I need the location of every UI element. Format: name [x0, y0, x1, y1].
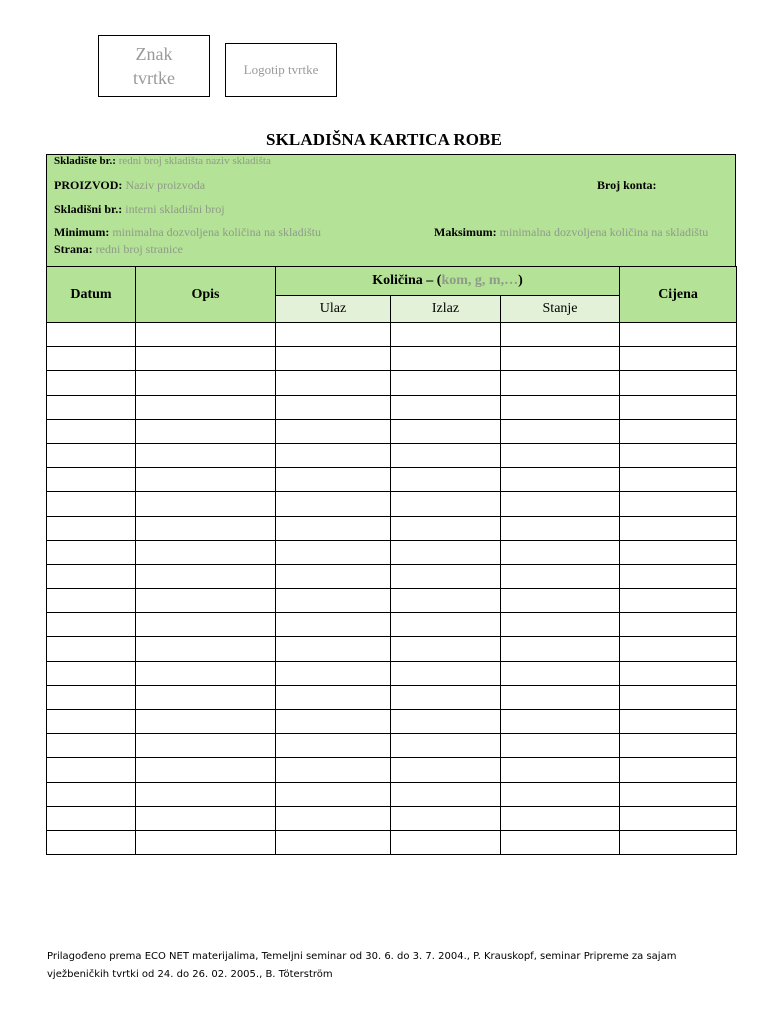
column-header-kolicina — [276, 267, 620, 296]
kolicina-unit: kom, g, m,… — [441, 273, 519, 288]
cell-stanje[interactable] — [501, 468, 620, 492]
cell-stanje[interactable] — [501, 734, 620, 758]
cell-opis[interactable] — [136, 806, 276, 830]
cell-ulaz[interactable] — [276, 443, 391, 467]
cell-izlaz[interactable] — [391, 371, 501, 395]
column-header-ulaz: Ulaz — [276, 296, 391, 323]
table-row — [47, 734, 737, 758]
strana-value[interactable]: redni broj stranice — [92, 242, 183, 256]
document-title: SKLADIŠNA KARTICA ROBE — [266, 130, 502, 149]
cell-datum[interactable] — [47, 782, 136, 806]
strana-label: Strana: — [54, 242, 93, 256]
cell-datum[interactable] — [47, 395, 136, 419]
cell-stanje[interactable] — [501, 830, 620, 854]
cell-cijena[interactable] — [620, 564, 737, 588]
cell-cijena[interactable] — [620, 613, 737, 637]
cell-datum[interactable] — [47, 661, 136, 685]
company-sign-text: Znak tvrtke — [133, 44, 175, 88]
column-header-datum: Datum — [47, 267, 136, 323]
cell-izlaz[interactable] — [391, 685, 501, 709]
cell-cijena[interactable] — [620, 371, 737, 395]
maksimum-value[interactable]: minimalna dozvoljena količina na skladištu — [496, 225, 709, 239]
cell-cijena[interactable] — [620, 734, 737, 758]
cell-stanje[interactable] — [501, 589, 620, 613]
cell-opis[interactable] — [136, 323, 276, 347]
cell-cijena[interactable] — [620, 830, 737, 854]
table-row — [47, 710, 737, 734]
cell-ulaz[interactable] — [276, 734, 391, 758]
cell-ulaz[interactable] — [276, 371, 391, 395]
cell-izlaz[interactable] — [391, 637, 501, 661]
cell-izlaz[interactable] — [391, 516, 501, 540]
inventory-table — [46, 266, 737, 855]
table-row — [47, 468, 737, 492]
cell-opis[interactable] — [136, 419, 276, 443]
cell-opis[interactable] — [136, 589, 276, 613]
cell-opis[interactable] — [136, 492, 276, 516]
table-row — [47, 637, 737, 661]
cell-datum[interactable] — [47, 323, 136, 347]
company-logo-placeholder — [225, 43, 337, 97]
column-header-izlaz: Izlaz — [391, 296, 501, 323]
cell-izlaz[interactable] — [391, 758, 501, 782]
cell-cijena[interactable] — [620, 589, 737, 613]
cell-cijena[interactable] — [620, 806, 737, 830]
table-row — [47, 613, 737, 637]
info-skladisni — [54, 202, 225, 217]
cell-ulaz[interactable] — [276, 516, 391, 540]
cell-datum[interactable] — [47, 347, 136, 371]
cell-cijena[interactable] — [620, 419, 737, 443]
cell-stanje[interactable] — [501, 443, 620, 467]
cell-datum[interactable] — [47, 806, 136, 830]
cell-ulaz[interactable] — [276, 782, 391, 806]
cell-ulaz[interactable] — [276, 492, 391, 516]
cell-ulaz[interactable] — [276, 468, 391, 492]
table-row — [47, 830, 737, 854]
cell-opis[interactable] — [136, 637, 276, 661]
cell-ulaz[interactable] — [276, 758, 391, 782]
table-row — [47, 347, 737, 371]
cell-ulaz[interactable] — [276, 589, 391, 613]
cell-datum[interactable] — [47, 710, 136, 734]
cell-stanje[interactable] — [501, 323, 620, 347]
cell-izlaz[interactable] — [391, 492, 501, 516]
cell-cijena[interactable] — [620, 516, 737, 540]
skladiste-value[interactable]: redni broj skladišta naziv skladišta — [115, 155, 271, 167]
cell-stanje[interactable] — [501, 758, 620, 782]
cell-izlaz[interactable] — [391, 661, 501, 685]
cell-datum[interactable] — [47, 758, 136, 782]
cell-stanje[interactable] — [501, 782, 620, 806]
cell-cijena[interactable] — [620, 443, 737, 467]
cell-stanje[interactable] — [501, 613, 620, 637]
cell-cijena[interactable] — [620, 347, 737, 371]
cell-stanje[interactable] — [501, 710, 620, 734]
cell-opis[interactable] — [136, 468, 276, 492]
cell-stanje[interactable] — [501, 564, 620, 588]
cell-izlaz[interactable] — [391, 564, 501, 588]
cell-stanje[interactable] — [501, 685, 620, 709]
cell-ulaz[interactable] — [276, 830, 391, 854]
cell-datum[interactable] — [47, 540, 136, 564]
cell-izlaz[interactable] — [391, 443, 501, 467]
table-row — [47, 806, 737, 830]
cell-izlaz[interactable] — [391, 613, 501, 637]
column-header-stanje: Stanje — [501, 296, 620, 323]
cell-stanje[interactable] — [501, 661, 620, 685]
cell-cijena[interactable] — [620, 710, 737, 734]
cell-stanje[interactable] — [501, 806, 620, 830]
table-row — [47, 516, 737, 540]
cell-ulaz[interactable] — [276, 661, 391, 685]
company-logo-text: Logotip tvrtke — [243, 62, 319, 77]
table-row — [47, 540, 737, 564]
cell-ulaz[interactable] — [276, 564, 391, 588]
cell-izlaz[interactable] — [391, 347, 501, 371]
cell-opis[interactable] — [136, 734, 276, 758]
maksimum-label: Maksimum: — [434, 225, 497, 239]
cell-izlaz[interactable] — [391, 468, 501, 492]
cell-stanje[interactable] — [501, 492, 620, 516]
table-row — [47, 371, 737, 395]
table-row — [47, 564, 737, 588]
info-skladiste — [54, 155, 271, 167]
column-header-opis: Opis — [136, 267, 276, 323]
minimum-value[interactable]: minimalna dozvoljena količina na skladištu — [109, 225, 321, 239]
column-header-cijena: Cijena — [620, 267, 737, 323]
cell-opis[interactable] — [136, 347, 276, 371]
cell-stanje[interactable] — [501, 347, 620, 371]
cell-izlaz[interactable] — [391, 419, 501, 443]
cell-ulaz[interactable] — [276, 540, 391, 564]
cell-datum[interactable] — [47, 564, 136, 588]
cell-datum[interactable] — [47, 419, 136, 443]
skladisni-value[interactable]: interni skladišni broj — [122, 202, 225, 216]
footer-line-2: vježbeničkih tvrtki od 24. do 26. 02. 2005., B. Töterström — [47, 969, 333, 980]
cell-izlaz[interactable] — [391, 830, 501, 854]
info-maksimum — [434, 225, 708, 240]
info-proizvod — [54, 178, 205, 193]
cell-opis[interactable] — [136, 540, 276, 564]
skladiste-label: Skladište br.: — [54, 155, 116, 167]
cell-opis[interactable] — [136, 830, 276, 854]
cell-ulaz[interactable] — [276, 347, 391, 371]
table-row — [47, 395, 737, 419]
cell-izlaz[interactable] — [391, 734, 501, 758]
cell-stanje[interactable] — [501, 419, 620, 443]
cell-cijena[interactable] — [620, 323, 737, 347]
cell-opis[interactable] — [136, 395, 276, 419]
table-row — [47, 661, 737, 685]
cell-stanje[interactable] — [501, 395, 620, 419]
cell-izlaz[interactable] — [391, 589, 501, 613]
cell-izlaz[interactable] — [391, 323, 501, 347]
cell-opis[interactable] — [136, 371, 276, 395]
proizvod-value[interactable]: Naziv proizvoda — [122, 178, 206, 192]
cell-datum[interactable] — [47, 685, 136, 709]
cell-ulaz[interactable] — [276, 323, 391, 347]
cell-cijena[interactable] — [620, 395, 737, 419]
table-row — [47, 419, 737, 443]
cell-ulaz[interactable] — [276, 419, 391, 443]
cell-izlaz[interactable] — [391, 782, 501, 806]
footer-line-1: Prilagođeno prema ECO NET materijalima, Temeljni seminar od 30. 6. do 3. 7. 2004., P. Krauskopf, seminar Pripreme za sajam — [47, 951, 677, 962]
kolicina-label: Količina – ( — [372, 273, 442, 288]
cell-ulaz[interactable] — [276, 613, 391, 637]
cell-opis[interactable] — [136, 443, 276, 467]
cell-stanje[interactable] — [501, 371, 620, 395]
info-strana — [54, 242, 183, 257]
cell-opis[interactable] — [136, 564, 276, 588]
cell-izlaz[interactable] — [391, 710, 501, 734]
cell-izlaz[interactable] — [391, 540, 501, 564]
cell-datum[interactable] — [47, 443, 136, 467]
cell-stanje[interactable] — [501, 540, 620, 564]
cell-stanje[interactable] — [501, 637, 620, 661]
cell-ulaz[interactable] — [276, 710, 391, 734]
cell-ulaz[interactable] — [276, 637, 391, 661]
cell-cijena[interactable] — [620, 661, 737, 685]
minimum-label: Minimum: — [54, 225, 110, 239]
table-row — [47, 758, 737, 782]
cell-cijena[interactable] — [620, 637, 737, 661]
info-broj-konta — [597, 178, 656, 193]
skladisni-label: Skladišni br.: — [54, 202, 123, 216]
company-sign-placeholder — [98, 35, 210, 97]
cell-opis[interactable] — [136, 685, 276, 709]
cell-cijena[interactable] — [620, 492, 737, 516]
table-row — [47, 492, 737, 516]
cell-cijena[interactable] — [620, 782, 737, 806]
cell-cijena[interactable] — [620, 685, 737, 709]
cell-datum[interactable] — [47, 830, 136, 854]
cell-opis[interactable] — [136, 661, 276, 685]
cell-datum[interactable] — [47, 371, 136, 395]
table-row — [47, 589, 737, 613]
cell-datum[interactable] — [47, 468, 136, 492]
table-row — [47, 782, 737, 806]
cell-datum[interactable] — [47, 613, 136, 637]
cell-opis[interactable] — [136, 613, 276, 637]
cell-stanje[interactable] — [501, 516, 620, 540]
cell-cijena[interactable] — [620, 468, 737, 492]
cell-ulaz[interactable] — [276, 685, 391, 709]
cell-opis[interactable] — [136, 758, 276, 782]
cell-datum[interactable] — [47, 734, 136, 758]
cell-ulaz[interactable] — [276, 806, 391, 830]
cell-datum[interactable] — [47, 637, 136, 661]
cell-ulaz[interactable] — [276, 395, 391, 419]
cell-datum[interactable] — [47, 516, 136, 540]
table-row — [47, 685, 737, 709]
kolicina-close: ) — [518, 273, 523, 288]
info-panel — [46, 154, 736, 267]
cell-cijena[interactable] — [620, 758, 737, 782]
cell-opis[interactable] — [136, 710, 276, 734]
cell-datum[interactable] — [47, 589, 136, 613]
cell-izlaz[interactable] — [391, 395, 501, 419]
footer-note — [47, 948, 737, 984]
cell-opis[interactable] — [136, 782, 276, 806]
table-row — [47, 323, 737, 347]
broj-konta-label: Broj konta: — [597, 178, 657, 192]
cell-izlaz[interactable] — [391, 806, 501, 830]
cell-cijena[interactable] — [620, 540, 737, 564]
info-minimum — [54, 225, 321, 240]
cell-datum[interactable] — [47, 492, 136, 516]
cell-opis[interactable] — [136, 516, 276, 540]
proizvod-label: PROIZVOD: — [54, 178, 123, 192]
table-row — [47, 443, 737, 467]
table-body — [47, 323, 737, 855]
